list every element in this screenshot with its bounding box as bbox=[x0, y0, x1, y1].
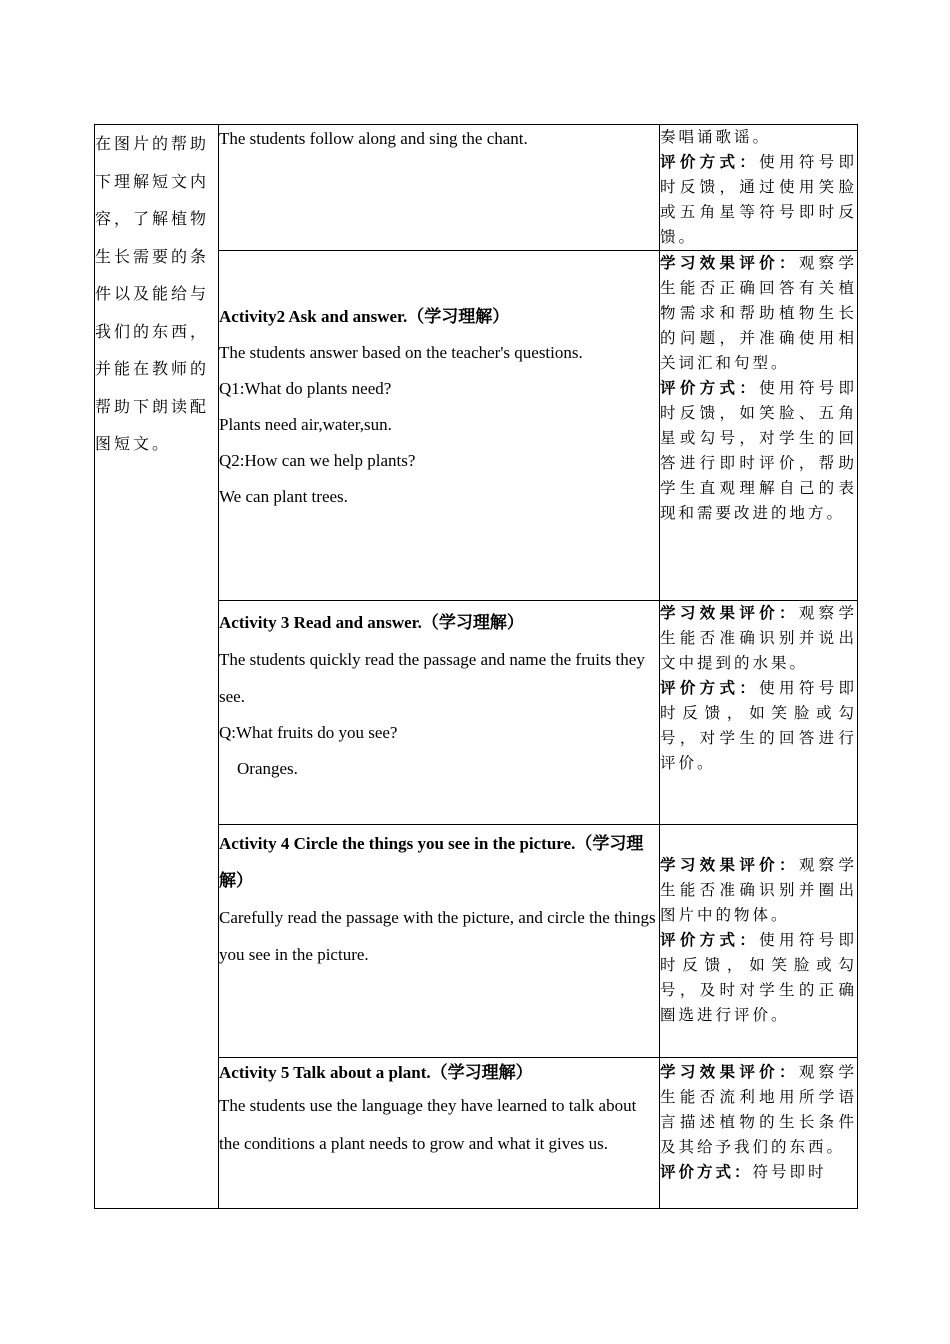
evaluation-method bbox=[660, 1160, 857, 1185]
activity-heading: Activity 4 Circle the things you see in the picture.（学习理解） bbox=[219, 834, 644, 890]
learning-objective-text: 在图片的帮助下理解短文内容，了解植物生长需要的条件以及能给与我们的东西，并能在教师的帮助下朗读配图短文。 bbox=[95, 134, 210, 453]
activity-cell bbox=[219, 251, 660, 601]
activity-cell bbox=[219, 825, 660, 1058]
evaluation-method-text: 符号即时 bbox=[752, 1163, 827, 1181]
evaluation-method bbox=[660, 676, 857, 776]
learning-evaluation-text: 观察学生能否准确识别并圈出图片中的物体。 bbox=[660, 856, 857, 924]
evaluation-method-label: 评价方式： bbox=[660, 679, 760, 697]
activity-line: The students answer based on the teacher's questions. bbox=[219, 343, 583, 362]
learning-evaluation-label: 学习效果评价： bbox=[660, 604, 799, 622]
activity-line: We can plant trees. bbox=[219, 487, 348, 506]
lesson-plan-table bbox=[94, 124, 858, 1209]
learning-evaluation-label: 学习效果评价： bbox=[660, 856, 799, 874]
activity-line: Q:What fruits do you see? bbox=[219, 723, 398, 742]
activity-cell bbox=[219, 1058, 660, 1209]
evaluation-cell bbox=[660, 251, 858, 601]
evaluation-cell bbox=[660, 1058, 858, 1209]
evaluation-cell bbox=[660, 125, 858, 251]
learning-evaluation-label: 学习效果评价： bbox=[660, 1063, 799, 1081]
activity-cell bbox=[219, 601, 660, 825]
activity-line: Q2:How can we help plants? bbox=[219, 451, 416, 470]
evaluation-method bbox=[660, 928, 857, 1028]
learning-evaluation-text: 观察学生能否流利地用所学语言描述植物的生长条件及其给予我们的东西。 bbox=[660, 1063, 857, 1156]
learning-evaluation bbox=[660, 601, 857, 676]
evaluation-method-label: 评价方式： bbox=[660, 931, 760, 949]
learning-evaluation bbox=[660, 853, 857, 928]
evaluation-method-label: 评价方式： bbox=[660, 379, 760, 397]
activity-line: The students follow along and sing the chant. bbox=[219, 129, 528, 148]
evaluation-method-text: 使用符号即时反馈，如笑脸或勾号，对学生的回答进行评价。 bbox=[660, 679, 857, 772]
activity-heading: Activity 5 Talk about a plant.（学习理解） bbox=[219, 1063, 533, 1082]
activity-answer: Oranges. bbox=[237, 759, 298, 778]
evaluation-cell bbox=[660, 601, 858, 825]
evaluation-method-text: 使用符号即时反馈，如笑脸或勾号，及时对学生的正确圈选进行评价。 bbox=[660, 931, 857, 1024]
activity-heading: Activity 3 Read and answer.（学习理解） bbox=[219, 613, 524, 632]
activity-line: The students use the language they have learned to talk about the conditions a plant needs to grow and what it gives us. bbox=[219, 1096, 637, 1153]
evaluation-method-label: 评价方式： bbox=[660, 153, 760, 171]
evaluation-method bbox=[660, 376, 857, 526]
activity-cell bbox=[219, 125, 660, 251]
evaluation-method-text: 使用符号即时反馈，如笑脸、五角星或勾号，对学生的回答进行即时评价，帮助学生直观理解自己的表现和需要改进的地方。 bbox=[660, 379, 857, 522]
activity-line: The students quickly read the passage and name the fruits they see. bbox=[219, 650, 645, 706]
table-row bbox=[95, 125, 858, 251]
activity-line: Q1:What do plants need? bbox=[219, 379, 392, 398]
evaluation-method-label: 评价方式： bbox=[660, 1163, 753, 1181]
activity-line: Plants need air,water,sun. bbox=[219, 415, 392, 434]
learning-evaluation bbox=[660, 251, 857, 376]
evaluation-intro: 奏唱诵歌谣。 bbox=[660, 128, 772, 146]
evaluation-method-text: 使用符号即时反馈，通过使用笑脸或五角星等符号即时反馈。 bbox=[660, 153, 857, 246]
activity-line: Carefully read the passage with the picture, and circle the things you see in the picture. bbox=[219, 908, 656, 964]
learning-evaluation-text: 观察学生能否正确回答有关植物需求和帮助植物生长的问题，并准确使用相关词汇和句型。 bbox=[660, 254, 857, 372]
learning-evaluation-text: 观察学生能否准确识别并说出文中提到的水果。 bbox=[660, 604, 857, 672]
learning-objective-cell bbox=[95, 125, 219, 1209]
learning-evaluation-label: 学习效果评价： bbox=[660, 254, 799, 272]
learning-evaluation bbox=[660, 1060, 857, 1160]
evaluation-method bbox=[660, 150, 857, 250]
evaluation-cell bbox=[660, 825, 858, 1058]
activity-heading: Activity2 Ask and answer.（学习理解） bbox=[219, 307, 510, 326]
